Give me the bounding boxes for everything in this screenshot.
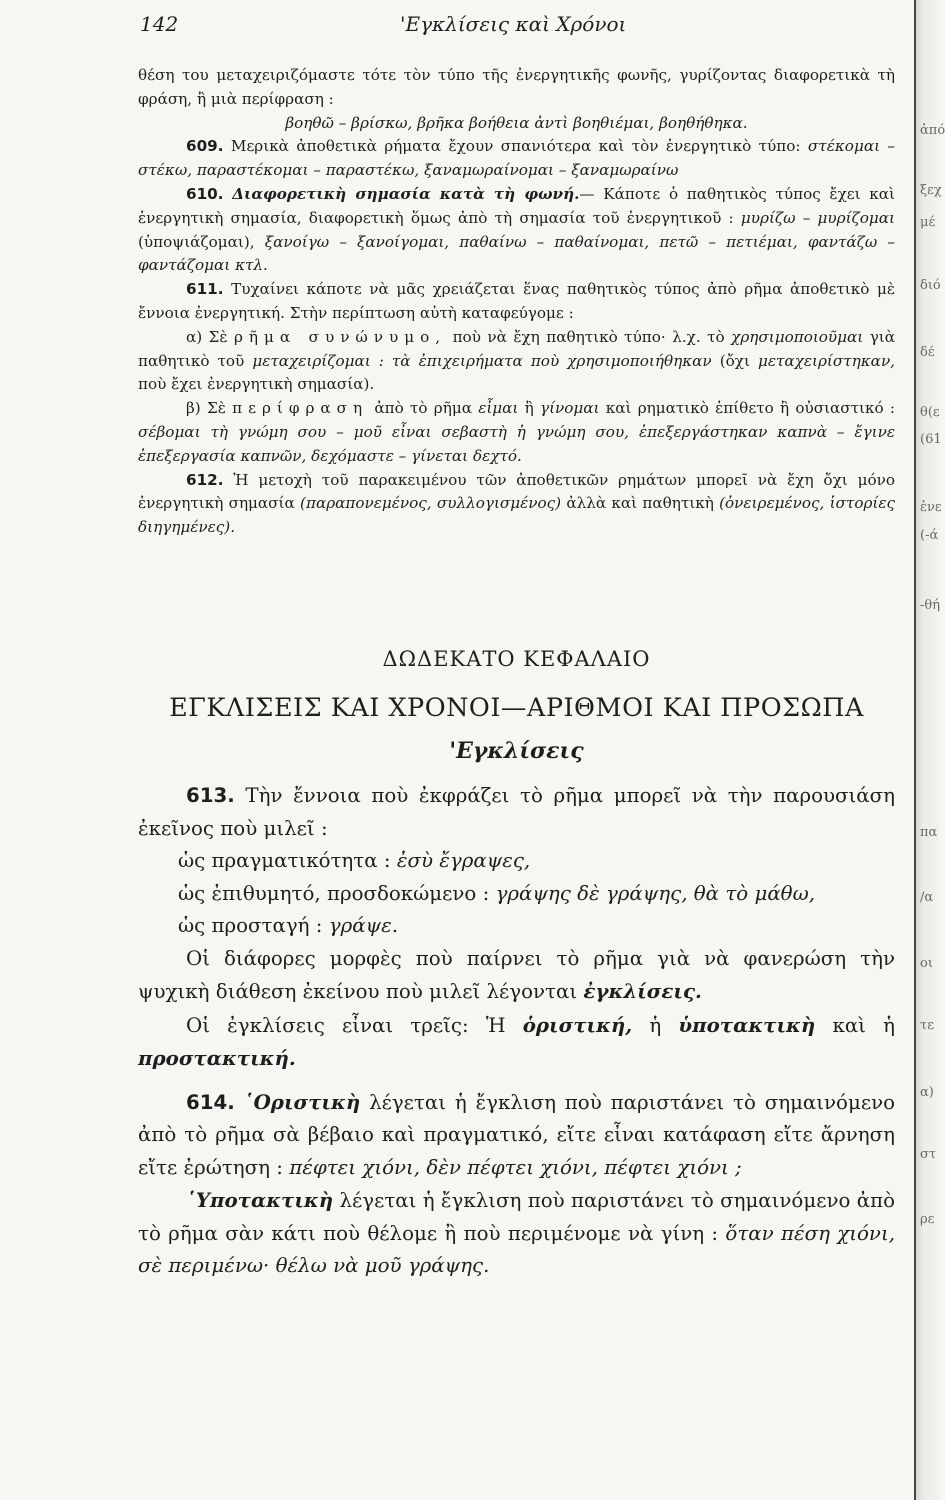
gutter-fragment: πα [920,825,938,840]
key-term: ῾Υποτακτικὴ [186,1188,334,1212]
paragraph-number: 611. [186,280,224,299]
gutter-fragment: ξεχ [920,183,942,198]
example: πέφτει χιόνι, δὲν πέφτει χιόνι, πέφτει χιόνι ; [289,1155,742,1179]
gutter-fragment: θ(ε [920,405,940,420]
gutter-fragment: /α [920,890,934,905]
text: καὶ ρηματικὸ ἐπίθετο ἢ οὐσιαστικό : [605,399,896,418]
gutter-fragment: (61 [920,432,942,447]
main-text-section [138,780,895,1283]
text: καὶ ἡ [832,1013,895,1037]
text: ποὺ νὰ ἔχη παθητικὸ τύπο· λ.χ. τὸ [452,327,725,346]
chapter-label: ΔΩΔΕΚΑΤΟ ΚΕΦΑΛΑΙΟ [382,647,651,671]
paragraph-613 [138,780,895,845]
text: ἡ [649,1013,662,1037]
example-line: βοηθῶ – βρίσκω, βρῆκα βοήθεια ἀντὶ βοηθιέμαι, βοηθήθηκα. [285,113,748,132]
example: μυρίζω – μυρίζομαι [740,208,896,227]
example: στέκομαι – στέκω, παραστέκομαι – παραστέκω, ξαναμωραίνομαι – ξαναμωραίνω [138,137,896,180]
paragraph-614-b [138,1184,895,1283]
spaced-term: περίφραση [232,399,369,418]
page-number: 142 [140,12,179,36]
gutter-fragment: στ [920,1147,937,1162]
example-line [138,878,895,911]
example: γράψης δὲ γράψης, θὰ τὸ μάθω, [495,881,816,905]
text: ἀλλὰ καὶ παθητικὴ [566,494,714,513]
text: Οἱ διάφορες μορφὲς ποὺ παίρνει τὸ ρῆμα γιὰ νὰ φανερώση τὴν ψυχικὴ διάθεση ἐκείνου ποὺ μιλεῖ λέγονται [138,946,895,1003]
text: Μερικὰ ἀποθετικὰ ρήματα ἔχουν σπανιότερα καὶ τὸν ἐνεργητικὸ τύπο: [230,137,801,156]
text: Τὴν ἔννοια ποὺ ἐκφράζει τὸ ρῆμα μπορεῖ νὰ τὴν παρουσιάση ἐκεῖνος ποὺ μιλεῖ : [138,784,895,840]
text: ὡς προσταγή : [178,914,323,937]
paragraph-610 [138,183,895,278]
key-term: ῾Οριστικὴ [243,1089,361,1114]
paragraph-number: 609. [186,137,224,156]
example: ξανοίγω – ξανοίγομαι, παθαίνω – παθαίνομαι, πετῶ – πετιέμαι, φαντάζω – φαντάζομαι κτλ. [138,232,895,275]
text: Ἡ μετοχὴ τοῦ παρακειμένου τῶν ἀποθετικῶν ρημάτων μπορεῖ νὰ ἔχη ὄχι μόνο ἐνεργητικὴ σημασία [138,470,896,513]
paragraph-611-beta [138,397,895,468]
text: (ὄχι [719,351,750,370]
running-head [140,12,900,42]
example: σέβομαι τὴ γνώμη σου – μοῦ εἶναι σεβαστὴ ἡ γνώμη σου, ἐπεξεργάστηκαν καπνὰ – ἔγινε ἐπεξεργασία καπνῶν, δεχόμαστε – γίνεται δεχτό. [138,422,895,465]
paragraph-number: 610. [186,184,224,203]
facing-page-gutter [914,0,945,1500]
text-line: θέση του μεταχειριζόμαστε τότε τὸν τύπο τῆς ἐνεργητικῆς φωνῆς, γυρίζοντας [138,66,767,84]
text: Οἱ ἐγκλίσεις εἶναι τρεῖς: Ἡ [186,1013,506,1037]
gutter-fragment: -θή [920,598,941,613]
text: ὡς ἐπιθυμητό, προσδοκώμενο : [178,881,490,905]
small-print-section [138,64,895,540]
example: (παραπονεμένος, συλλογισμένος) [300,494,562,513]
paragraph-614 [138,1086,895,1185]
text: ὡς πραγματικότητα : [178,849,391,872]
gutter-fragment: διό [920,278,941,293]
example: μεταχειρίζομαι : τὰ ἐπιχειρήματα ποὺ χρησιμοποιήθηκαν [252,351,712,370]
gutter-fragment: οι [920,956,933,971]
example: μεταχειρίστηκαν, [757,351,895,370]
example-line [138,845,895,878]
text: γιὰ παθητικὸ τοῦ [138,327,895,370]
section-title: 'Εγκλίσεις [449,738,584,764]
continued-paragraph [138,64,895,112]
paragraph-611 [138,278,895,326]
example: γράψε. [328,914,398,937]
text-line: διαφορετικὰ τὴ φράση, ἢ μιὰ περίφραση : [138,66,895,108]
text: (ὑποψιάζομαι), [138,232,255,251]
paragraph-613-b [138,943,895,1009]
gutter-fragment: μέ [920,215,936,230]
text: ἢ [524,399,534,418]
example: (ὀνειρεμένος, ἱστορίες διηγημένες). [138,494,896,537]
text: ἀπὸ τὸ ρῆμα [374,399,472,418]
gutter-fragment: ἐνε [920,500,942,515]
running-title: 'Εγκλίσεις καὶ Χρόνοι [400,12,627,36]
key-term: ἐγκλίσεις. [583,979,702,1003]
gutter-fragment: δέ [920,345,935,360]
paragraph-number: 613. [186,784,235,807]
text: Τυχαίνει κάποτε νὰ μᾶς χρειάζεται ἕνας παθητικὸς τύπος ἀπὸ ρῆμα ἀποθετικὸ μὲ ἔννοια ἐνεργητική. Στὴν περίπτωση αὐτὴ καταφεύγομε : [138,280,895,322]
paragraph-heading: Διαφορετικὴ σημασία κατὰ τὴ φωνή. [232,184,580,203]
paragraph-613-c [138,1009,895,1076]
gutter-fragment: τε [920,1018,934,1033]
key-term: ὁριστική, [522,1012,633,1037]
example: ἐσὺ ἔγραψες, [396,849,531,872]
gutter-fragment: ρε [920,1212,935,1227]
example: γίνομαι [540,399,600,418]
list-label: α) Σὲ [186,327,228,346]
paragraph-611-alpha [138,326,895,397]
text: λέγεται ἡ ἔγκλιση ποὺ παριστάνει τὸ σημαινόμενο ἀπὸ τὸ ρῆμα σὰ βέβαιο καὶ πραγματικό, εἴτε εἶναι κατάφαση εἴτε ἄρνηση εἴτε ἐρώτηση : [138,1090,896,1179]
gutter-fragment: ἀπό [920,123,945,138]
paragraph-609 [138,135,895,183]
paragraph-612 [138,469,895,540]
list-label: β) Σὲ [186,399,226,418]
example-line [138,910,895,943]
example: ὅταν πέση χιόνι, σὲ περιμένω· θέλω νὰ μοῦ γράψης. [138,1221,895,1277]
paragraph-number: 614. [186,1090,235,1114]
chapter-title: ΕΓΚΛΙΣΕΙΣ ΚΑΙ ΧΡΟΝΟΙ—ΑΡΙΘΜΟΙ ΚΑΙ ΠΡΟΣΩΠΑ [169,693,864,723]
example: εἶμαι [478,399,519,418]
text: ποὺ ἔχει ἐνεργητικὴ σημασία). [138,375,375,394]
text: λέγεται ἡ ἔγκλιση ποὺ παριστάνει τὸ σημαινόμενο ἀπὸ τὸ ρῆμα σὰν κάτι ποὺ θέλομε ἢ ποὺ περιμένομε νὰ γίνη : [138,1189,895,1245]
key-term: ὑποτακτικὴ [678,1012,816,1037]
gutter-fragment: α) [920,1085,934,1100]
example: χρησιμοποιοῦμαι [731,327,864,346]
gutter-fragment: (-ά [920,528,939,543]
text: — Κάποτε ὁ παθητικὸς τύπος ἔχει καὶ ἐνεργητικὴ σημασία, διαφορετικὴ ὅμως ἀπὸ τὴ σημασία τοῦ ἐνεργητικοῦ : [138,184,896,227]
spaced-term: ρῆμα συνώνυμο, [233,327,447,346]
key-term: προστακτική. [138,1046,296,1070]
paragraph-number: 612. [186,470,224,489]
